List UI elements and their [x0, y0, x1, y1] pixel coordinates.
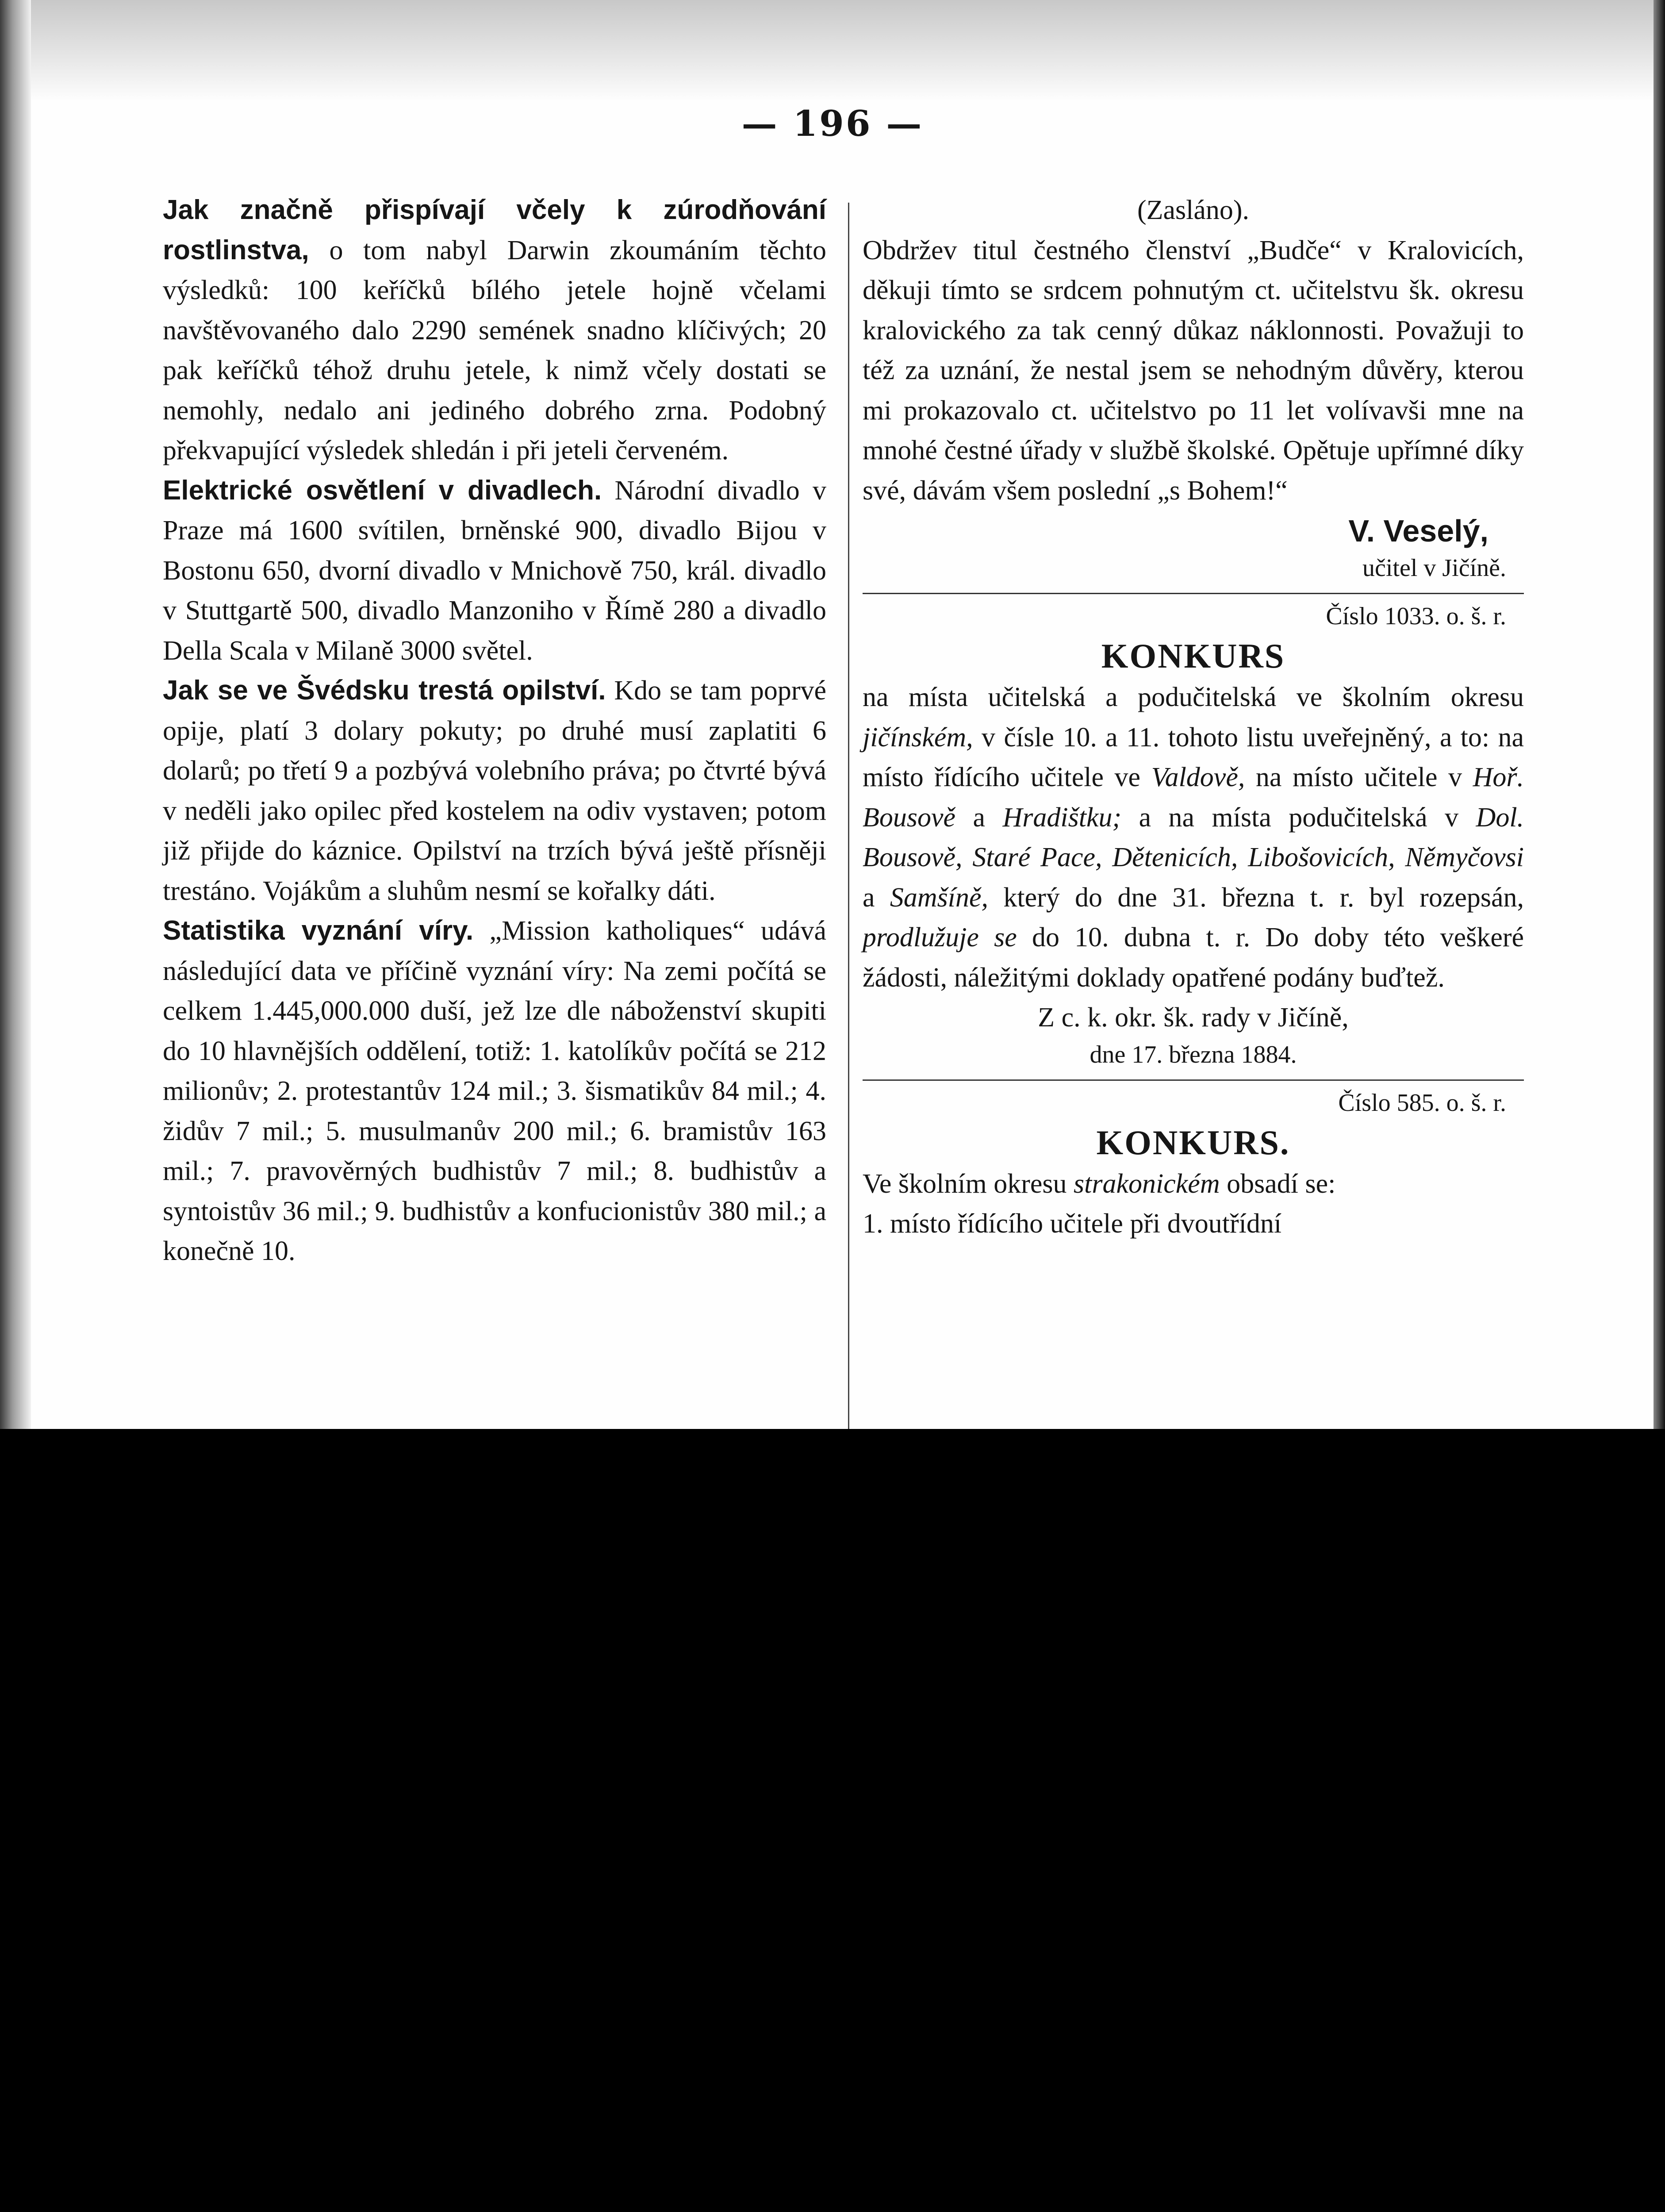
konkurs-number: Číslo 585. o. š. r. — [1338, 1089, 1506, 1117]
article-text: Národní divadlo v Praze má 1600 svítilen, brněnské 900, divadlo Bijou v Bostonu 650, dvorní divadlo v Mnichově 750, král. divadlo v Stuttgartě 500, divadlo Manzoniho v Římě 280 a divadlo Della Scala v Milaně 3000 světel. — [163, 475, 826, 666]
konkurs-text — [863, 677, 1524, 998]
place-name: Valdově, — [1151, 762, 1245, 792]
district-name: strakonickém — [1074, 1168, 1220, 1199]
signature-role: učitel v Jičíně. — [1362, 554, 1506, 582]
article-text: Kdo se tam poprvé opije, platí 3 dolary pokuty; po druhé musí zaplatiti 6 dolarů; po třetí 9 a pozbývá volebního práva; po čtvrté bývá v neděli jako opilec před kostelem na odiv vystaven; potom již přijde do káznice. Opilství na trzích bývá ještě přísněji trestáno. Vojákům a sluhům nesmí se kořalky dáti. — [163, 676, 826, 906]
extension-phrase: prodlužuje se — [863, 922, 1017, 952]
section-rule — [863, 593, 1524, 594]
place-name: Dol. Bousově, Staré Pace, Dětenicích, Libošovicích, Němyčovsi — [863, 802, 1524, 872]
konkurs-text — [863, 1164, 1524, 1204]
left-column — [163, 190, 826, 1271]
section-rule — [863, 1079, 1524, 1081]
text-run: na místa učitelská a podučitelská ve školním okresu — [863, 682, 1524, 712]
article-text: o tom nabyl Darwin zkoumáním těchto výsledků: 100 keříčků bílého jetele hojně včelami navštěvovaného dalo 2290 semének snadno klíčivých; 20 pak keříčků téhož druhu jetele, k nimž včely dostati se nemohly, nedalo ani jediného dobrého zrna. Podobný překvapující výsledek shledán i při jeteli červeném. — [163, 235, 827, 465]
article-title: Jak se ve Švédsku trestá opilství. — [163, 675, 606, 706]
signature-name: V. Veselý, — [1348, 514, 1489, 548]
place-name: Hradištku; — [1002, 802, 1122, 833]
text-run: obsadí se: — [1227, 1168, 1336, 1199]
article-religion-statistics — [163, 911, 826, 1271]
article-title: Elektrické osvětlení v divadlech. — [163, 475, 602, 506]
article-title: Jak značně přispívají včely k zúrodňování rostlinstva, — [163, 195, 826, 265]
konkurs-date: dne 17. března 1884. — [1090, 1041, 1297, 1068]
article-text: „Mission katholiques“ udává následující data ve příčině vyznání víry: Na zemi počítá se celkem 1.445,000.000 duší, jež lze dle náboženství skupiti do 10 hlavnějších oddělení, totiž: 1. katolíkův počítá se 212 milionův; 2. protestantův 124 mil.; 3. šismatikův 84 mil.; 4. židův 7 mil.; 5. musulmanův 200 mil.; 6. bramistův 163 mil.; 7. pravověrných budhistův 7 mil.; 8. budhistův a syntoistův 36 mil.; 9. budhistův a konfucionistův 380 mil.; a konečně 10. — [163, 916, 826, 1266]
konkurs-number: Číslo 1033. o. š. r. — [1326, 603, 1506, 630]
article-sweden-drunkenness — [163, 671, 826, 911]
text-run: na místo učitele v — [1255, 762, 1462, 792]
place-name: Hoř. Bousově — [863, 762, 1524, 833]
konkurs-title: KONKURS. — [1096, 1123, 1290, 1162]
page-number: — 196 — — [741, 103, 924, 144]
article-electric-lighting — [163, 471, 826, 671]
text-run: v čísle 10. a 11. tohoto listu uveřejněný, a to: na místo řídícího učitele ve — [863, 722, 1524, 792]
konkurs-item: 1. místo řídícího učitele při dvoutřídní — [863, 1209, 1282, 1239]
place-name: Samšíně, — [890, 882, 989, 913]
text-run: a — [973, 802, 986, 833]
page-left-edge — [0, 0, 31, 1429]
column-divider — [848, 203, 849, 1429]
text-run: který do dne 31. března t. r. byl rozepsán, — [1003, 882, 1524, 913]
zaslano-heading: (Zasláno). — [1137, 195, 1250, 225]
konkurs-issuer: Z c. k. okr. šk. rady v Jičíně, — [1038, 1002, 1349, 1033]
page-right-edge — [1653, 0, 1665, 1429]
article-title: Statistika vyznání víry. — [163, 915, 474, 946]
right-column — [863, 190, 1524, 1244]
district-name: jičínském, — [863, 722, 973, 753]
text-run: a — [863, 882, 875, 913]
text-run: a na místa podučitelská v — [1139, 802, 1459, 833]
text-run: Ve školním okresu — [863, 1168, 1067, 1199]
article-bees — [163, 190, 826, 471]
scan-top-shade — [0, 0, 1665, 102]
zaslano-text: Obdržev titul čestného členství „Budče“ v Kralovicích, děkuji tímto se srdcem pohnutým ct. učitelstvu šk. okresu kralovického za tak cenný důkaz náklonnosti. Považuji to též za uznání, že nestal jsem se nehodným důvěry, kterou mi prokazovalo ct. učitelstvo po 11 let volívavši mne na mnohé čestné úřady v službě školské. Opětuje upřímné díky své, dávám všem poslední „s Bohem!“ — [863, 235, 1524, 506]
text-run: do 10. dubna t. r. Do doby této veškeré žádosti, náležitými doklady opatřené podány buďtež. — [863, 922, 1524, 993]
konkurs-title: KONKURS — [1101, 637, 1285, 675]
